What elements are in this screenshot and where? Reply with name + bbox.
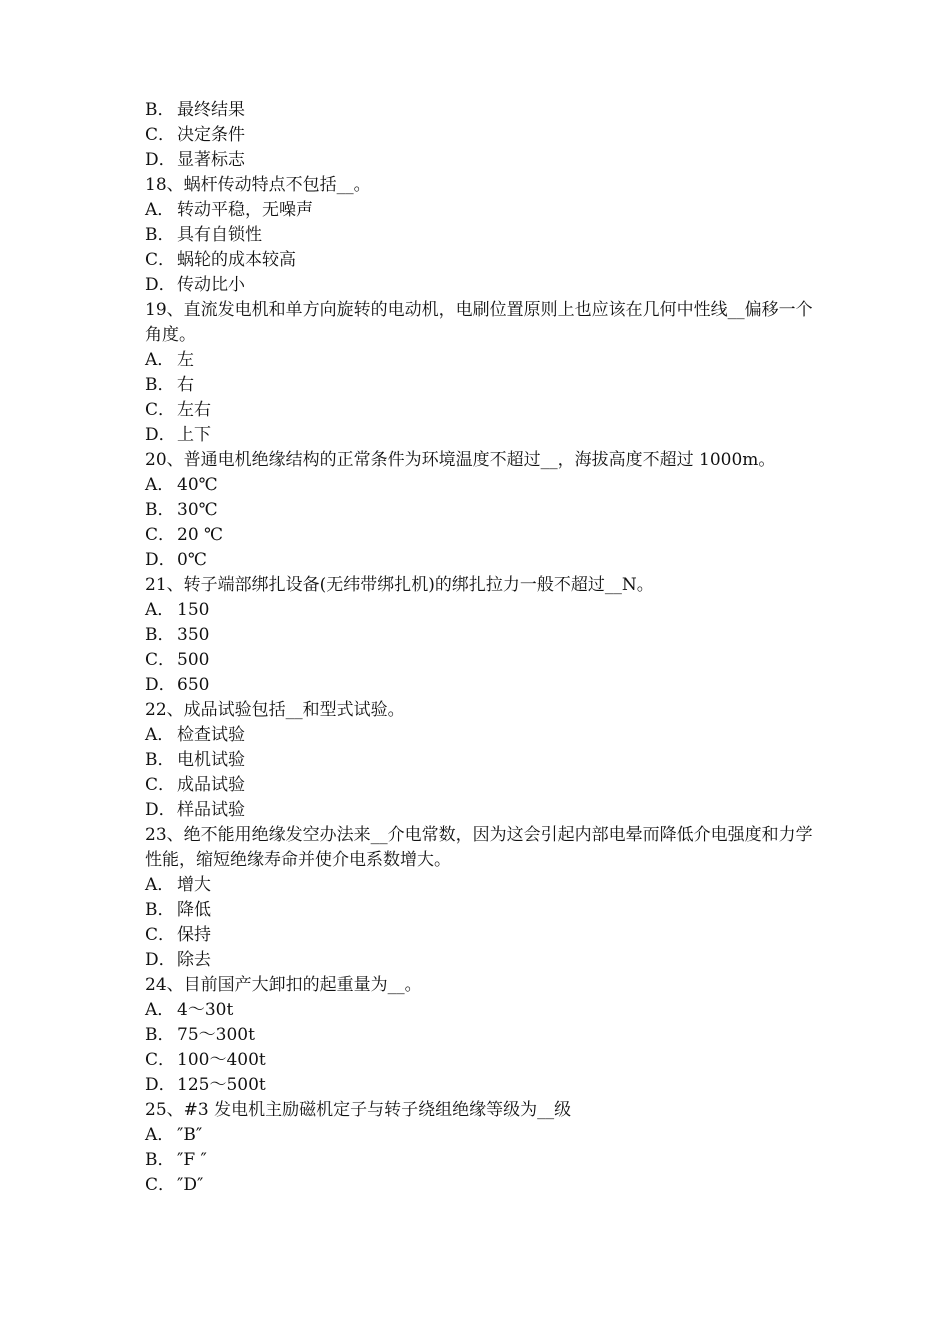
option-letter: B．: [145, 1150, 175, 1170]
option-letter: C．: [145, 525, 176, 545]
option-letter: C．: [145, 125, 176, 145]
option-letter: A．: [145, 1125, 175, 1145]
option-text: 决定条件: [177, 125, 245, 145]
option-letter: B．: [145, 225, 175, 245]
answer-option: [145, 223, 825, 248]
option-text: 125～500t: [177, 1075, 266, 1095]
option-text: 最终结果: [177, 100, 245, 120]
option-text: 上下: [177, 425, 211, 445]
option-text: 具有自锁性: [177, 225, 262, 245]
option-text: 右: [177, 375, 194, 395]
answer-option: [145, 373, 825, 398]
option-letter: A．: [145, 475, 175, 495]
answer-option: [145, 723, 825, 748]
option-letter: C．: [145, 400, 176, 420]
option-letter: C．: [145, 775, 176, 795]
option-letter: B．: [145, 500, 175, 520]
option-letter: D．: [145, 1075, 176, 1095]
option-letter: A．: [145, 875, 175, 895]
option-letter: B．: [145, 100, 175, 120]
answer-option: [145, 598, 825, 623]
answer-option: [145, 748, 825, 773]
option-text: 除去: [177, 950, 211, 970]
question-text: [145, 1098, 825, 1123]
option-text: 电机试验: [177, 750, 245, 770]
option-text: 检查试验: [177, 725, 245, 745]
option-letter: B．: [145, 625, 175, 645]
question-text: [145, 698, 825, 723]
option-text: 降低: [177, 900, 211, 920]
question-stem: 24、目前国产大卸扣的起重量为__。: [145, 975, 422, 995]
option-text: 样品试验: [177, 800, 245, 820]
option-text: 100～400t: [177, 1050, 266, 1070]
answer-option: [145, 998, 825, 1023]
answer-option: [145, 873, 825, 898]
question-text: [145, 573, 825, 598]
question-text: [145, 823, 825, 873]
option-text: 4～30t: [177, 1000, 234, 1020]
question-stem: 20、普通电机绝缘结构的正常条件为环境温度不超过__，海拔高度不超过 1000m。: [145, 450, 776, 470]
option-text: 左: [177, 350, 194, 370]
answer-option: [145, 548, 825, 573]
question-stem: 23、绝不能用绝缘发空办法来__介电常数，因为这会引起内部电晕而降低介电强度和力学性能，缩短绝缘寿命并使介电系数增大。: [145, 825, 813, 870]
option-letter: C．: [145, 1050, 176, 1070]
option-letter: A．: [145, 350, 175, 370]
option-text: 成品试验: [177, 775, 245, 795]
option-letter: C．: [145, 250, 176, 270]
option-letter: C．: [145, 925, 176, 945]
question-stem: 25、#3 发电机主励磁机定子与转子绕组绝缘等级为__级: [145, 1100, 572, 1120]
option-letter: D．: [145, 275, 176, 295]
document-page: [145, 98, 825, 1198]
option-letter: D．: [145, 950, 176, 970]
option-letter: A．: [145, 725, 175, 745]
answer-option: [145, 273, 825, 298]
option-letter: D．: [145, 800, 176, 820]
question-text: [145, 173, 825, 198]
option-text: 500: [177, 650, 210, 670]
answer-option: [145, 98, 825, 123]
option-text: 显著标志: [177, 150, 245, 170]
question-stem: 19、直流发电机和单方向旋转的电动机，电刷位置原则上也应该在几何中性线__偏移一个角度。: [145, 300, 813, 345]
option-letter: B．: [145, 375, 175, 395]
option-text: 150: [177, 600, 210, 620]
answer-option: [145, 1123, 825, 1148]
option-text: 传动比小: [177, 275, 245, 295]
option-text: 保持: [177, 925, 211, 945]
option-text: 20 ℃: [177, 525, 224, 545]
answer-option: [145, 1173, 825, 1198]
answer-option: [145, 1048, 825, 1073]
option-letter: D．: [145, 150, 176, 170]
option-letter: C．: [145, 1175, 176, 1195]
answer-option: [145, 398, 825, 423]
answer-option: [145, 798, 825, 823]
option-letter: A．: [145, 200, 175, 220]
option-text: ″F ″: [177, 1150, 207, 1170]
option-text: 40℃: [177, 475, 218, 495]
answer-option: [145, 148, 825, 173]
answer-option: [145, 673, 825, 698]
answer-option: [145, 648, 825, 673]
answer-option: [145, 1023, 825, 1048]
answer-option: [145, 1148, 825, 1173]
option-text: ″D″: [177, 1175, 204, 1195]
option-text: 左右: [177, 400, 211, 420]
option-text: 350: [177, 625, 210, 645]
question-text: [145, 973, 825, 998]
question-stem: 21、转子端部绑扎设备(无纬带绑扎机)的绑扎拉力一般不超过__N。: [145, 575, 654, 595]
answer-option: [145, 523, 825, 548]
answer-option: [145, 348, 825, 373]
option-text: 650: [177, 675, 210, 695]
option-letter: D．: [145, 550, 176, 570]
option-text: 75～300t: [177, 1025, 255, 1045]
question-stem: 18、蜗杆传动特点不包括__。: [145, 175, 371, 195]
option-letter: A．: [145, 600, 175, 620]
option-text: 蜗轮的成本较高: [177, 250, 296, 270]
option-letter: B．: [145, 750, 175, 770]
option-text: ″B″: [177, 1125, 203, 1145]
option-letter: D．: [145, 425, 176, 445]
question-text: [145, 448, 825, 473]
answer-option: [145, 923, 825, 948]
answer-option: [145, 948, 825, 973]
option-letter: B．: [145, 1025, 175, 1045]
answer-option: [145, 623, 825, 648]
answer-option: [145, 498, 825, 523]
answer-option: [145, 1073, 825, 1098]
answer-option: [145, 473, 825, 498]
answer-option: [145, 248, 825, 273]
option-letter: A．: [145, 1000, 175, 1020]
option-letter: B．: [145, 900, 175, 920]
option-letter: D．: [145, 675, 176, 695]
question-stem: 22、成品试验包括__和型式试验。: [145, 700, 405, 720]
option-letter: C．: [145, 650, 176, 670]
option-text: 30℃: [177, 500, 218, 520]
option-text: 0℃: [177, 550, 207, 570]
answer-option: [145, 123, 825, 148]
answer-option: [145, 898, 825, 923]
answer-option: [145, 773, 825, 798]
answer-option: [145, 423, 825, 448]
option-text: 转动平稳，无噪声: [177, 200, 313, 220]
option-text: 增大: [177, 875, 211, 895]
answer-option: [145, 198, 825, 223]
question-text: [145, 298, 825, 348]
